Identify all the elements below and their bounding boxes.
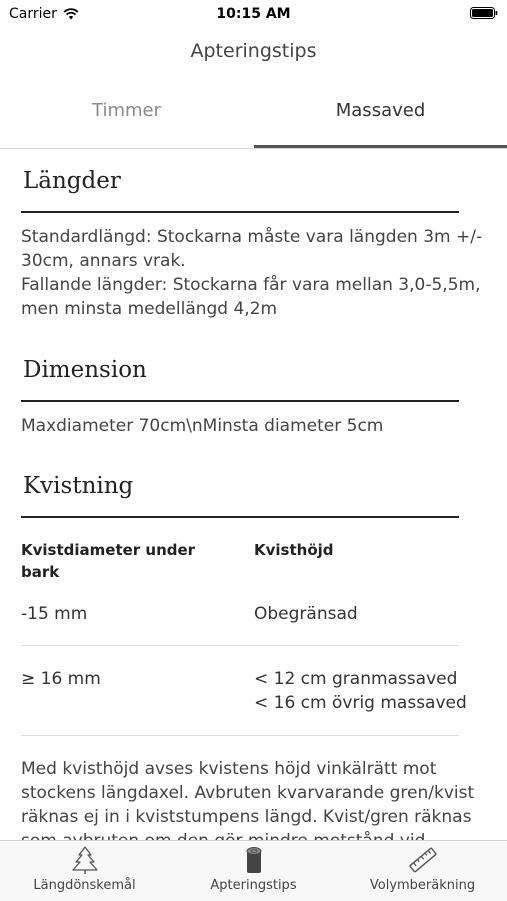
battery-icon xyxy=(470,7,498,19)
section-divider xyxy=(21,516,459,518)
tabbar-label: Längdönskemål xyxy=(33,878,136,893)
ruler-icon xyxy=(407,845,439,875)
table-cell-hojd: < 16 cm övrig massaved xyxy=(254,693,467,713)
table-row-divider xyxy=(21,735,459,736)
langder-line: 30cm, annars vrak. xyxy=(21,251,186,271)
tabbar-label: Apteringstips xyxy=(210,878,297,893)
tabbar-item-langdonskemal[interactable] xyxy=(0,841,169,901)
section-divider xyxy=(21,211,459,213)
langder-line: Standardlängd: Stockarna måste vara längden 3m +/- xyxy=(21,227,483,247)
table-cell-hojd: < 12 cm granmassaved xyxy=(254,669,458,689)
carrier-label: Carrier xyxy=(9,6,57,22)
section-divider xyxy=(21,400,459,402)
langder-text xyxy=(21,225,491,321)
langder-line: Fallande längder: Stockarna får vara mellan 3,0-5,5m, xyxy=(21,275,481,295)
tabbar-item-apteringstips[interactable] xyxy=(169,841,338,901)
table-cell-hojd: Obegränsad xyxy=(254,604,358,624)
tree-icon xyxy=(69,845,101,875)
note-line: Med kvisthöjd avses kvistens höjd vinkälrätt mot xyxy=(21,759,437,779)
page-title: Apteringstips xyxy=(190,40,317,62)
section-title-kvistning: Kvistning xyxy=(23,473,134,499)
tab-timmer[interactable]: Timmer xyxy=(92,100,161,121)
table-header-diameter: Kvistdiameter under bark xyxy=(21,541,196,581)
tabbar-label: Volymberäkning xyxy=(369,878,476,893)
table-header-hojd: Kvisthöjd xyxy=(254,541,334,559)
content-scroll[interactable] xyxy=(0,149,507,839)
table-cell-diameter: -15 mm xyxy=(21,604,88,624)
tab-massaved[interactable]: Massaved xyxy=(335,100,426,121)
kvistning-note xyxy=(21,757,491,853)
tabbar-item-volymberakning[interactable] xyxy=(338,841,507,901)
bottom-tab-bar xyxy=(0,840,507,901)
langder-line: men minsta medellängd 4,2m xyxy=(21,299,278,319)
status-bar xyxy=(0,0,507,28)
log-icon xyxy=(238,845,270,875)
dimension-text: Maxdiameter 70cm\nMinsta diameter 5cm xyxy=(21,416,384,436)
status-time: 10:15 AM xyxy=(216,6,291,22)
table-cell-diameter: ≥ 16 mm xyxy=(21,669,101,689)
note-line: räknas ej in i kviststumpens längd. Kvist/gren räknas xyxy=(21,807,472,827)
selected-tab-indicator xyxy=(254,145,507,148)
note-line: stockens längdaxel. Avbruten kvarvarande gren/kvist xyxy=(21,783,475,803)
section-title-dimension: Dimension xyxy=(23,357,147,383)
table-row-divider xyxy=(21,645,459,646)
segment-tabs xyxy=(0,88,507,149)
section-title-langder: Längder xyxy=(23,168,121,194)
